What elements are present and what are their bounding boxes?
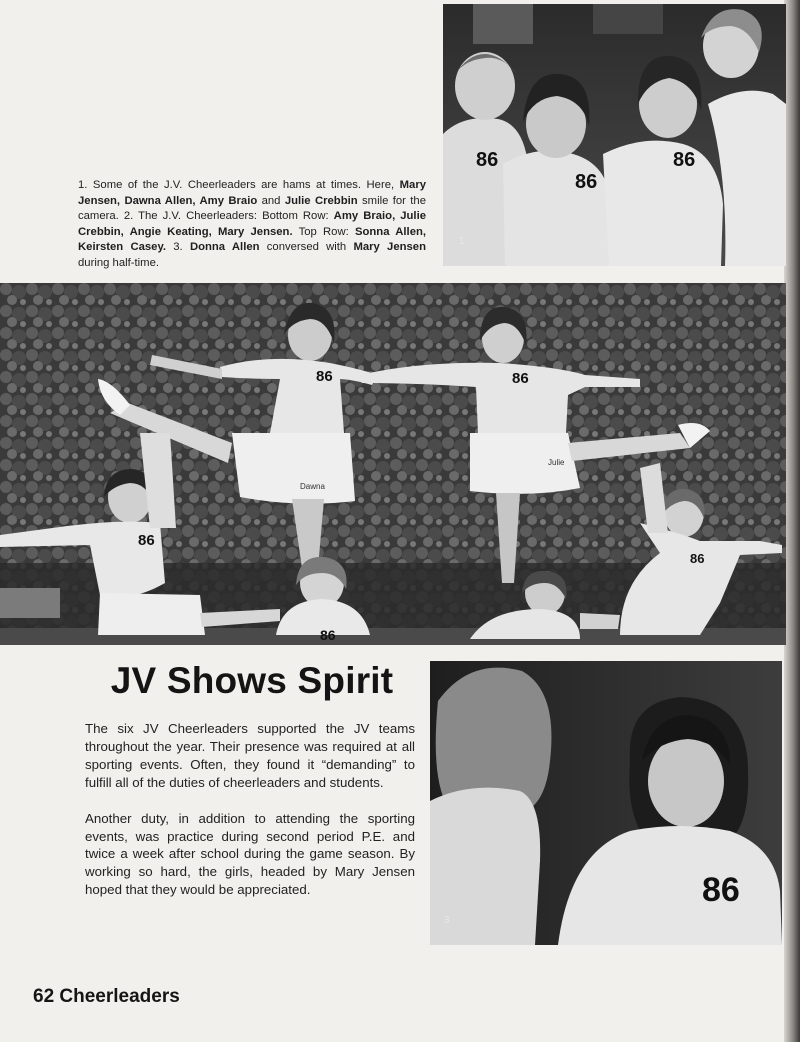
jersey-number: 86 bbox=[138, 532, 155, 549]
caption-name: Mary Jensen, Dawna Allen, Amy Braio bbox=[78, 179, 426, 207]
shirt-name: Julie bbox=[548, 458, 565, 467]
jersey-number: 86 bbox=[316, 368, 333, 385]
jersey-number: 86 bbox=[702, 871, 740, 909]
caption-name: Julie Crebbin bbox=[284, 194, 358, 207]
jersey-number: 86 bbox=[476, 149, 499, 171]
caption-name: Donna Allen bbox=[189, 241, 260, 254]
article-body bbox=[85, 720, 415, 917]
jersey-number: 86 bbox=[512, 370, 529, 387]
caption-name: Sonna Allen, Keirsten Casey. bbox=[78, 225, 427, 254]
jersey-number: 86 bbox=[575, 171, 598, 193]
photo-halftime-conversation bbox=[430, 661, 782, 945]
caption-text: 1. Some of the J.V. Cheerleaders are hams at times. Here, bbox=[78, 179, 400, 191]
article-paragraph: Another duty, in addition to attending the sporting events, was practice during second period P.E. and twice a week after school during the game season. By working so hard, the girls, headed by Mary Jensen hoped that they would be appreciated. bbox=[85, 810, 415, 898]
caption-text: during half-time. bbox=[78, 256, 159, 269]
caption-text: 3. bbox=[166, 241, 190, 254]
page-binding-edge bbox=[784, 0, 800, 1042]
photo-number: 1 bbox=[459, 236, 465, 247]
article-headline: JV Shows Spirit bbox=[110, 660, 394, 701]
article-paragraph: The six JV Cheerleaders supported the JV teams throughout the year. Their presence was required at all sporting events. Often, they found it “demanding” to fulfill all of the duties of cheerleaders and students. bbox=[85, 721, 415, 790]
jersey-number: 86 bbox=[673, 149, 696, 171]
caption-name: Amy Braio, Julie Crebbin, Angie Keating, Mary Jensen. bbox=[78, 210, 426, 238]
shirt-name: Dawna bbox=[300, 482, 325, 491]
caption-text: smile for the camera. 2. The J.V. Cheerleaders: Bottom Row: bbox=[78, 194, 426, 223]
jersey-number: 86 bbox=[320, 627, 336, 643]
photo-cheerleaders-closeup bbox=[443, 4, 786, 266]
jersey-number: 86 bbox=[690, 551, 705, 566]
caption-text: and bbox=[257, 194, 285, 207]
page-folio: 62 Cheerleaders bbox=[33, 986, 180, 1007]
photo-caption bbox=[78, 178, 426, 272]
photo-number: 3 bbox=[444, 915, 450, 926]
photo-cheer-pyramid bbox=[0, 283, 786, 645]
caption-text: conversed with bbox=[259, 241, 354, 254]
caption-name: Mary Jensen bbox=[353, 241, 426, 254]
caption-text: Top Row: bbox=[292, 225, 355, 238]
